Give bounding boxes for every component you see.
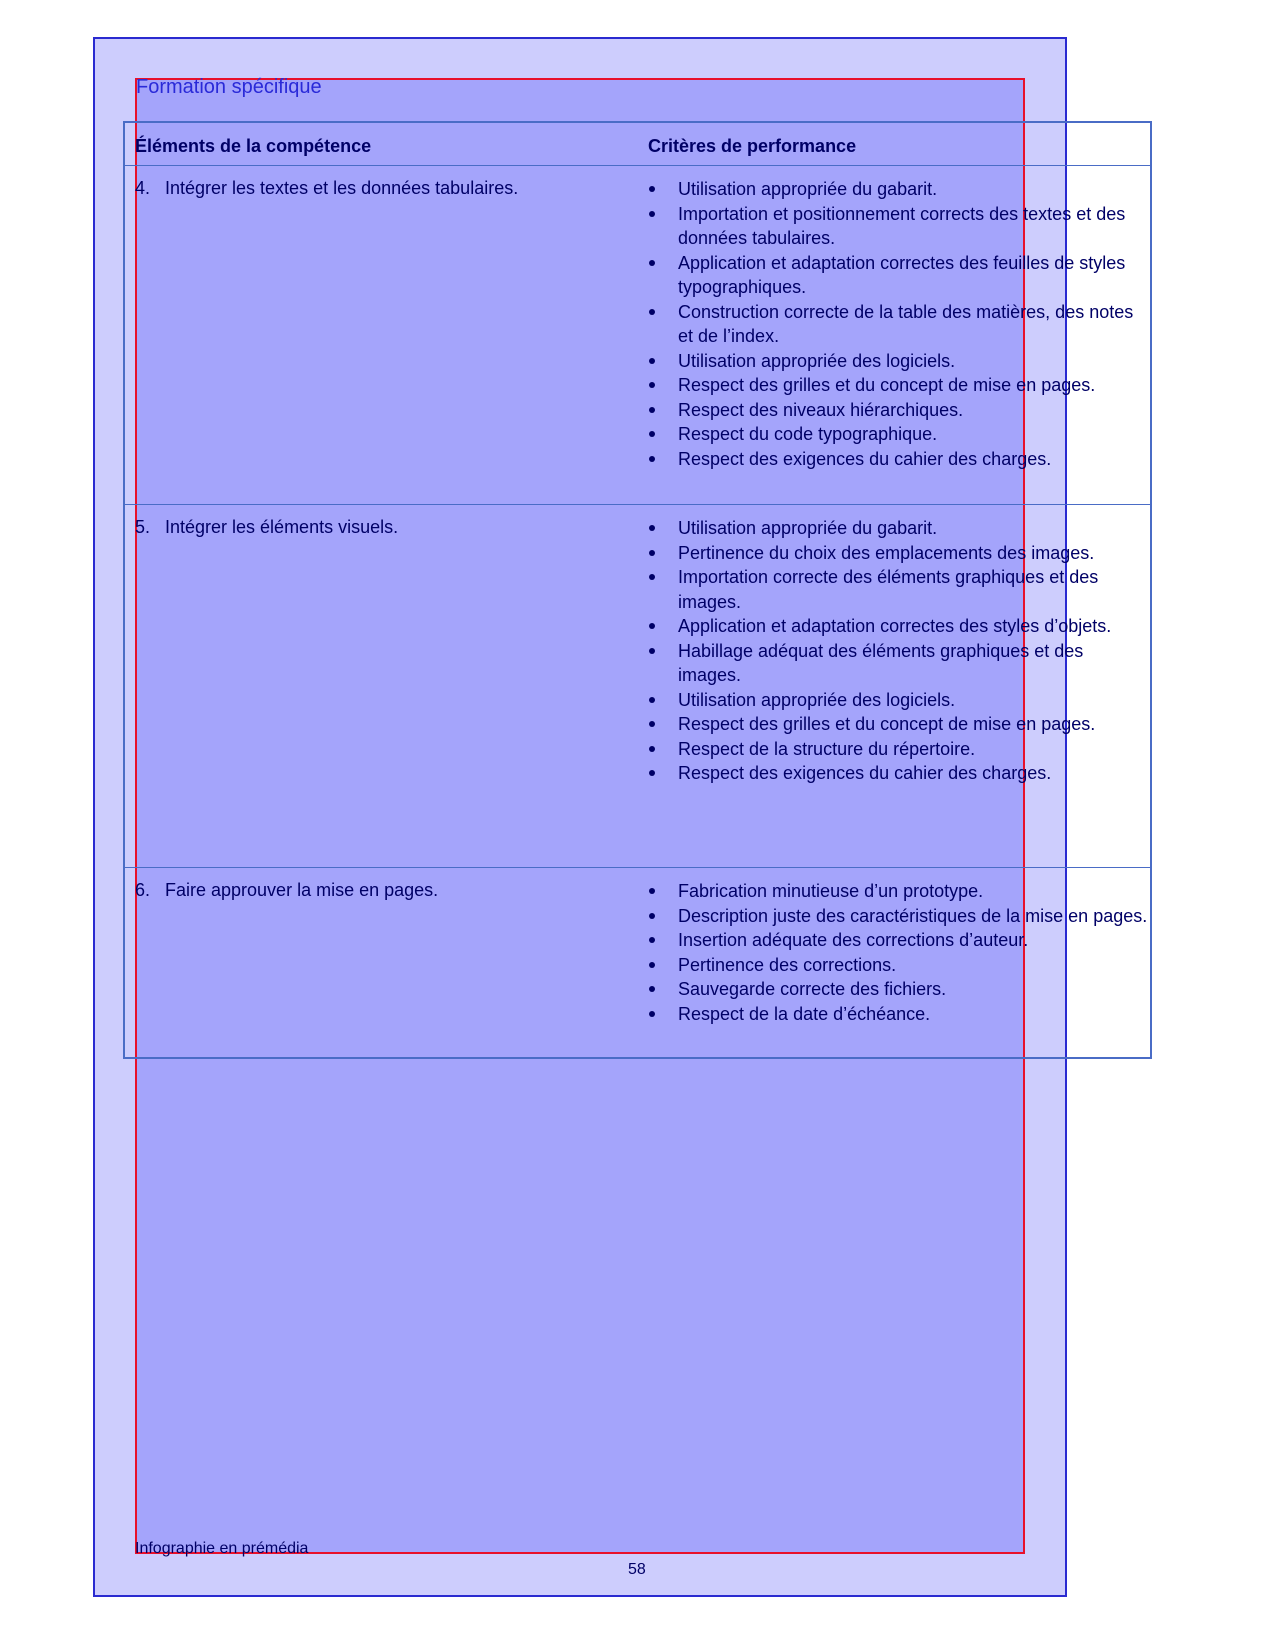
- criterion-item: Pertinence des corrections.: [648, 953, 1148, 978]
- criterion-item: Importation et positionnement corrects des textes et des données tabulaires.: [648, 202, 1148, 251]
- element-text: Faire approuver la mise en pages.: [165, 880, 439, 900]
- element-number: 5.: [135, 517, 151, 537]
- criterion-item: Utilisation appropriée des logiciels.: [648, 688, 1148, 713]
- criterion-item: Respect de la date d’échéance.: [648, 1002, 1148, 1027]
- criterion-item: Importation correcte des éléments graphiques et des images.: [648, 565, 1148, 614]
- header-elements: Éléments de la compétence: [135, 136, 372, 156]
- element-text: Intégrer les textes et les données tabulaires.: [165, 178, 519, 198]
- criterion-item: Application et adaptation correctes des feuilles de styles typographiques.: [648, 251, 1148, 300]
- criterion-item: Sauvegarde correcte des fichiers.: [648, 977, 1148, 1002]
- criterion-item: Respect des exigences du cahier des charges.: [648, 761, 1148, 786]
- header-criteria: Critères de performance: [648, 136, 857, 156]
- element-text: Intégrer les éléments visuels.: [165, 517, 399, 537]
- criterion-item: Respect des exigences du cahier des charges.: [648, 447, 1148, 472]
- criterion-item: Respect des niveaux hiérarchiques.: [648, 398, 1148, 423]
- element-number: 6.: [135, 880, 151, 900]
- criterion-item: Respect des grilles et du concept de mise en pages.: [648, 712, 1148, 737]
- table-row-divider: [123, 504, 1152, 505]
- page-number: 58: [628, 1561, 646, 1578]
- criterion-item: Respect de la structure du répertoire.: [648, 737, 1148, 762]
- criteria-list: [648, 177, 1148, 471]
- criterion-item: Utilisation appropriée du gabarit.: [648, 516, 1148, 541]
- criterion-item: Respect du code typographique.: [648, 422, 1148, 447]
- criterion-item: Insertion adéquate des corrections d’auteur.: [648, 928, 1148, 953]
- criteria-list: [648, 879, 1148, 1026]
- criterion-item: Pertinence du choix des emplacements des images.: [648, 541, 1148, 566]
- criterion-item: Construction correcte de la table des matières, des notes et de l’index.: [648, 300, 1148, 349]
- section-title: Formation spécifique: [136, 76, 322, 98]
- criterion-item: Habillage adéquat des éléments graphiques et des images.: [648, 639, 1148, 688]
- criterion-item: Description juste des caractéristiques de la mise en pages.: [648, 904, 1148, 929]
- criteria-list: [648, 516, 1148, 786]
- competence-element: [135, 177, 645, 199]
- competence-element: [135, 879, 645, 901]
- criterion-item: Application et adaptation correctes des styles d’objets.: [648, 614, 1148, 639]
- element-number: 4.: [135, 178, 151, 198]
- criterion-item: Fabrication minutieuse d’un prototype.: [648, 879, 1148, 904]
- competence-element: [135, 516, 645, 538]
- criterion-item: Respect des grilles et du concept de mise en pages.: [648, 373, 1148, 398]
- footer-program-name: Infographie en prémédia: [135, 1540, 309, 1557]
- criterion-item: Utilisation appropriée des logiciels.: [648, 349, 1148, 374]
- criterion-item: Utilisation appropriée du gabarit.: [648, 177, 1148, 202]
- table-header-divider: [123, 165, 1152, 166]
- table-row-divider: [123, 867, 1152, 868]
